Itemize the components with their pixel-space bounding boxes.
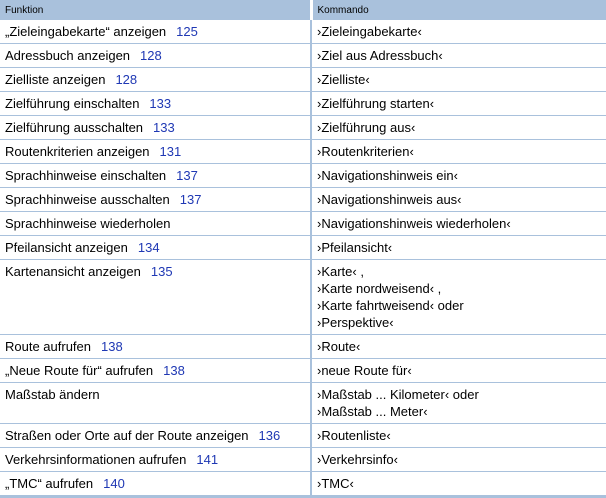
page-reference-link[interactable]: 136 [258,428,281,443]
function-label: „Neue Route für“ aufrufen [5,363,154,378]
table-row [0,335,606,359]
voice-command: ›Route‹ [317,339,361,354]
voice-command: ›Navigationshinweis wiederholen‹ [317,216,511,231]
table-header-row [0,0,606,20]
function-cell [0,68,311,92]
table-row [0,140,606,164]
header-function: Funktion [0,0,311,20]
function-label: Routenkriterien anzeigen [5,144,150,159]
function-cell [0,236,311,260]
function-cell [0,335,311,359]
command-cell [311,448,606,472]
table-row [0,164,606,188]
function-cell [0,116,311,140]
table-row [0,383,606,424]
command-cell [311,260,606,335]
command-cell [311,116,606,140]
page-reference-link[interactable]: 133 [153,120,175,135]
function-label: Sprachhinweise ausschalten [5,192,170,207]
command-cell [311,188,606,212]
function-cell [0,140,311,164]
function-label: „Zieleingabekarte“ anzeigen [5,24,167,39]
table-row [0,359,606,383]
voice-command: ›Ziel aus Adressbuch‹ [317,48,443,63]
voice-command: ›Navigationshinweis ein‹ [317,168,458,183]
voice-command: ›Routenliste‹ [317,428,391,443]
function-label: Kartenansicht anzeigen [5,264,141,279]
command-cell [311,164,606,188]
command-cell [311,92,606,116]
page-reference-link[interactable]: 135 [150,264,173,279]
table-row [0,92,606,116]
table-row [0,260,606,335]
table-row [0,116,606,140]
function-label: Sprachhinweise wiederholen [5,216,171,231]
voice-command: ›Zieleingabekarte‹ [317,24,422,39]
command-cell [311,383,606,424]
voice-command: ›Maßstab ... Meter‹ [317,404,428,419]
function-label: Zielliste anzeigen [5,72,106,87]
voice-command: ›TMC‹ [317,476,354,491]
voice-command: ›Verkehrsinfo‹ [317,452,398,467]
function-label: Pfeilansicht anzeigen [5,240,128,255]
command-cell [311,472,606,497]
command-cell [311,20,606,44]
voice-command: ›Karte fahrtweisend‹ oder [317,298,464,313]
function-cell [0,92,311,116]
header-command: Kommando [311,0,606,20]
function-label: „TMC“ aufrufen [5,476,94,491]
table-row [0,188,606,212]
voice-command: ›Karte‹ , [317,264,364,279]
function-cell [0,188,311,212]
function-cell [0,472,311,497]
table-row [0,424,606,448]
command-cell [311,424,606,448]
function-label: Zielführung ausschalten [5,120,144,135]
table-row [0,44,606,68]
function-cell [0,260,311,335]
voice-command: ›Zielführung aus‹ [317,120,416,135]
voice-command: ›Maßstab ... Kilometer‹ oder [317,387,479,402]
command-cell [311,140,606,164]
page-reference-link[interactable]: 125 [176,24,198,39]
function-label: Verkehrsinformationen aufrufen [5,452,187,467]
function-cell [0,212,311,236]
page-reference-link[interactable]: 134 [137,240,160,255]
table-row [0,212,606,236]
table-row [0,472,606,497]
page-reference-link[interactable]: 137 [176,168,198,183]
page-reference-link[interactable]: 137 [179,192,202,207]
function-label: Straßen oder Orte auf der Route anzeigen [5,428,249,443]
function-cell [0,164,311,188]
function-cell [0,448,311,472]
voice-command: ›Zielführung starten‹ [317,96,435,111]
voice-command: ›Navigationshinweis aus‹ [317,192,462,207]
page-reference-link[interactable]: 131 [159,144,182,159]
table-row [0,20,606,44]
table-row [0,68,606,92]
command-cell [311,212,606,236]
function-cell [0,359,311,383]
page-reference-link[interactable]: 140 [103,476,125,491]
function-cell [0,424,311,448]
voice-command: ›Perspektive‹ [317,315,394,330]
function-label: Route aufrufen [5,339,92,354]
voice-command: ›neue Route für‹ [317,363,412,378]
voice-command: ›Pfeilansicht‹ [317,240,393,255]
command-cell [311,44,606,68]
table-body [0,20,606,497]
page-reference-link[interactable]: 128 [115,72,138,87]
page-reference-link[interactable]: 138 [163,363,185,378]
page-reference-link[interactable]: 133 [149,96,172,111]
function-label: Zielführung einschalten [5,96,140,111]
page-reference-link[interactable]: 138 [101,339,123,354]
command-cell [311,335,606,359]
command-cell [311,68,606,92]
function-label: Sprachhinweise einschalten [5,168,167,183]
voice-command: ›Routenkriterien‹ [317,144,414,159]
function-cell [0,20,311,44]
command-cell [311,359,606,383]
voice-command: ›Zielliste‹ [317,72,370,87]
page-reference-link[interactable]: 128 [140,48,162,63]
function-cell [0,383,311,424]
table-row [0,448,606,472]
function-label: Adressbuch anzeigen [5,48,131,63]
voice-command: ›Karte nordweisend‹ , [317,281,442,296]
page-reference-link[interactable]: 141 [196,452,219,467]
command-cell [311,236,606,260]
function-cell [0,44,311,68]
function-label: Maßstab ändern [5,387,100,402]
table-row [0,236,606,260]
